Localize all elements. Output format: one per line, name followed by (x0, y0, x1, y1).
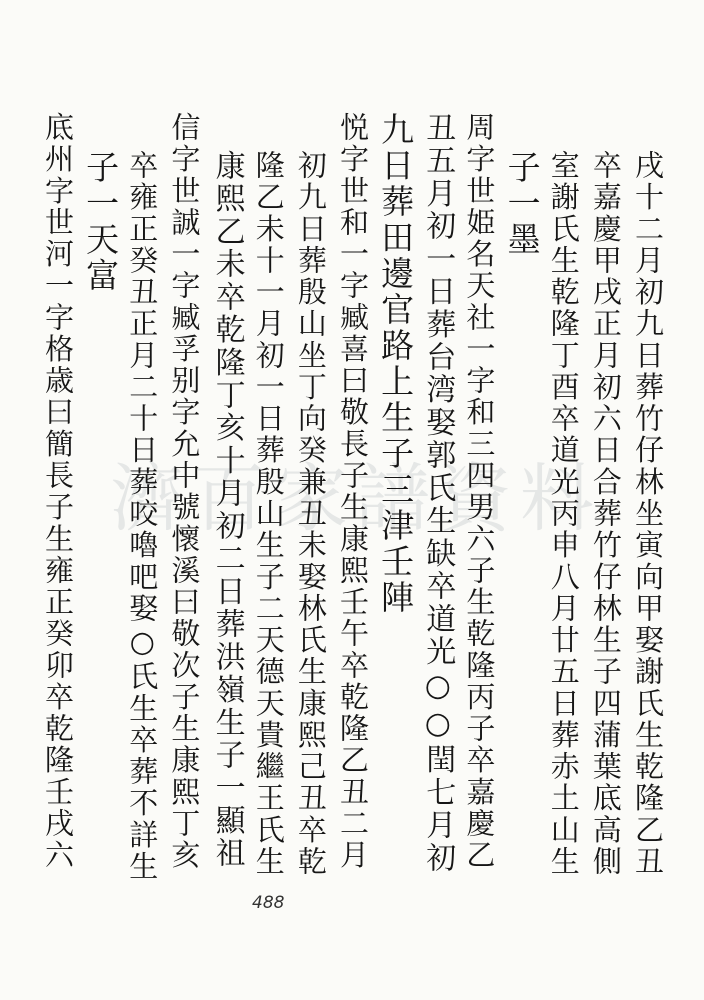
text-column-15: 底州字世河一字格歳曰簡長子生雍正癸卯卒乾隆壬戌六 (41, 112, 75, 872)
text-column-9: 初九日葬殷山坐丁向癸兼丑未娶林氏生康熙己丑卒乾 (293, 150, 328, 878)
text-column-12: 信字世誠一字臧孚别字允中號懷溪曰敬次子生康熙丁亥 (167, 112, 202, 872)
text-column-14: 子一天富 (81, 150, 121, 294)
text-column-11: 康熙乙未卒乾隆丁亥十月初二日葬洪嶺生子一顯祖 (209, 150, 245, 870)
text-column-13: 卒雍正癸丑正月二十日葬咬嚕吧娶○氏生卒葬不詳生 (125, 150, 160, 883)
text-column-6: 丑五月初一日葬台湾娶郭氏生缺卒道光○○閏七月初 (420, 112, 456, 875)
text-column-3: 室謝氏生乾隆丁酉卒道光丙申八月廿五日葬赤土山生 (546, 150, 581, 878)
text-column-5: 周字世姫名天社一字和三四男六子生乾隆丙子卒嘉慶乙 (462, 112, 497, 872)
page-number: 488 (252, 893, 285, 913)
text-column-7: 九日葬田邊官路上生子三津壬陣 (376, 112, 416, 616)
text-column-1: 戌十二月初九日葬竹仔林坐寅向甲娶謝氏生乾隆乙丑 (631, 150, 665, 878)
text-column-8: 悦字世和一字臧喜曰敬長子生康熙壬午卒乾隆乙丑二月 (336, 112, 370, 872)
text-column-2: 卒嘉慶甲戌正月初六日合葬竹仔林生子四蒲葉底高側 (588, 150, 623, 878)
watermark: 濟百家譜資料 (110, 456, 602, 542)
text-column-10: 隆乙未十一月初一日葬殷山生子二天德天貴繼王氏生 (251, 150, 286, 878)
text-column-4: 子一墨 (502, 150, 542, 258)
